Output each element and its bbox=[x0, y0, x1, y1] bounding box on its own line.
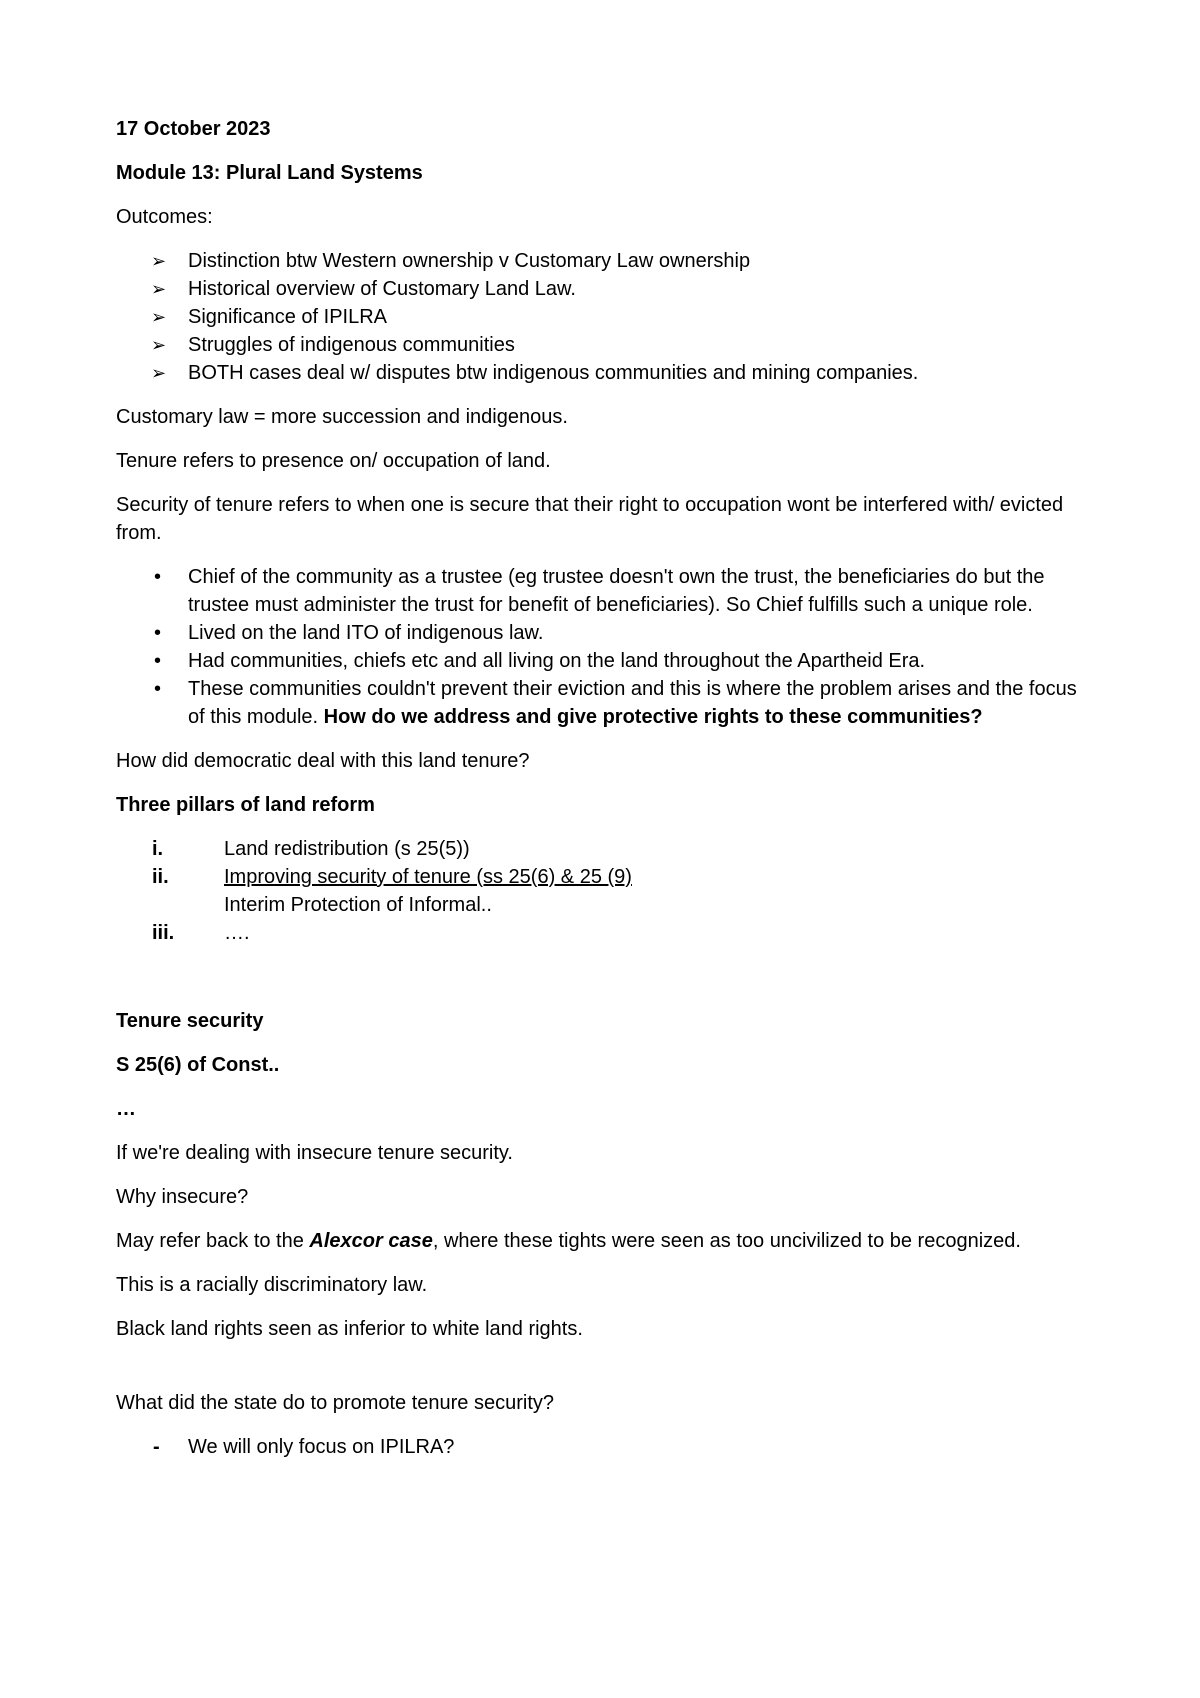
list-item: • Lived on the land ITO of indigenous law. bbox=[116, 619, 1096, 647]
bullet-icon: • bbox=[154, 650, 162, 672]
arrow-bullet-icon: ➢ bbox=[151, 335, 167, 355]
state-dash-list bbox=[116, 1433, 1096, 1461]
list-item: ii. Improving security of tenure (ss 25(6) & 25 (9) bbox=[152, 866, 632, 888]
list-item: • Had communities, chiefs etc and all living on the land throughout the Apartheid Era. bbox=[116, 647, 1096, 675]
bullet-icon: • bbox=[154, 622, 162, 644]
arrow-bullet-icon: ➢ bbox=[151, 307, 167, 327]
paragraph-tenure: Tenure refers to presence on/ occupation of land. bbox=[116, 450, 551, 472]
tenure-security-heading: Tenure security bbox=[116, 1010, 264, 1032]
list-item: ➢ Struggles of indigenous communities bbox=[116, 331, 1096, 359]
document-page bbox=[116, 115, 1096, 1477]
arrow-bullet-icon: ➢ bbox=[151, 279, 167, 299]
list-item: ➢ BOTH cases deal w/ disputes btw indigenous communities and mining companies. bbox=[116, 359, 1096, 387]
paragraph-customary-law: Customary law = more succession and indigenous. bbox=[116, 406, 568, 428]
arrow-bullet-icon: ➢ bbox=[151, 251, 167, 271]
list-item: • These communities couldn't prevent their eviction and this is where the problem arises and the focus of this module. How do we address and give protective rights to these communities? bbox=[116, 675, 1096, 731]
paragraph-black-land-rights: Black land rights seen as inferior to white land rights. bbox=[116, 1318, 583, 1340]
list-item: iii. …. bbox=[152, 922, 250, 944]
paragraph-insecure: If we're dealing with insecure tenure security. bbox=[116, 1142, 513, 1164]
chief-bullet-list bbox=[116, 563, 1096, 731]
outcomes-label: Outcomes: bbox=[116, 206, 213, 228]
module-title: Module 13: Plural Land Systems bbox=[116, 162, 423, 184]
list-item: ➢ Significance of IPILRA bbox=[116, 303, 1096, 331]
list-item: ➢ Distinction btw Western ownership v Customary Law ownership bbox=[116, 247, 1096, 275]
list-item: - We will only focus on IPILRA? bbox=[116, 1433, 1096, 1461]
paragraph-racial: This is a racially discriminatory law. bbox=[116, 1274, 428, 1296]
list-item: ➢ Historical overview of Customary Land Law. bbox=[116, 275, 1096, 303]
pillars-heading: Three pillars of land reform bbox=[116, 794, 375, 816]
paragraph-why: Why insecure? bbox=[116, 1186, 249, 1208]
bullet-icon: • bbox=[154, 566, 162, 588]
alexcor-case-name: Alexcor case bbox=[309, 1230, 433, 1252]
ellipsis-line: … bbox=[116, 1098, 136, 1120]
dash-bullet-icon: - bbox=[153, 1436, 160, 1458]
arrow-bullet-icon: ➢ bbox=[151, 363, 167, 383]
key-question: How do we address and give protective rights to these communities? bbox=[323, 706, 983, 728]
bullet-icon: • bbox=[154, 678, 162, 700]
list-item: • Chief of the community as a trustee (eg trustee doesn't own the trust, the beneficiaries do but the trustee must administer the trust for benefit of beneficiaries). So Chief fulfills such a unique role. bbox=[116, 563, 1096, 619]
pillars-list bbox=[116, 835, 1096, 947]
list-item: i. Land redistribution (s 25(5)) bbox=[152, 838, 470, 860]
s25-heading: S 25(6) of Const.. bbox=[116, 1054, 280, 1076]
date-heading: 17 October 2023 bbox=[116, 118, 271, 140]
list-item-sub: Interim Protection of Informal.. bbox=[224, 894, 492, 916]
paragraph-alexcor: May refer back to the Alexcor case, where these tights were seen as too uncivilized to be recognized. bbox=[116, 1230, 1021, 1252]
outcomes-list bbox=[116, 247, 1096, 387]
paragraph-democratic: How did democratic deal with this land tenure? bbox=[116, 750, 530, 772]
paragraph-state: What did the state do to promote tenure security? bbox=[116, 1392, 555, 1414]
paragraph-security-of-tenure: Security of tenure refers to when one is secure that their right to occupation wont be interfered with/ evicted from. bbox=[116, 494, 1064, 544]
